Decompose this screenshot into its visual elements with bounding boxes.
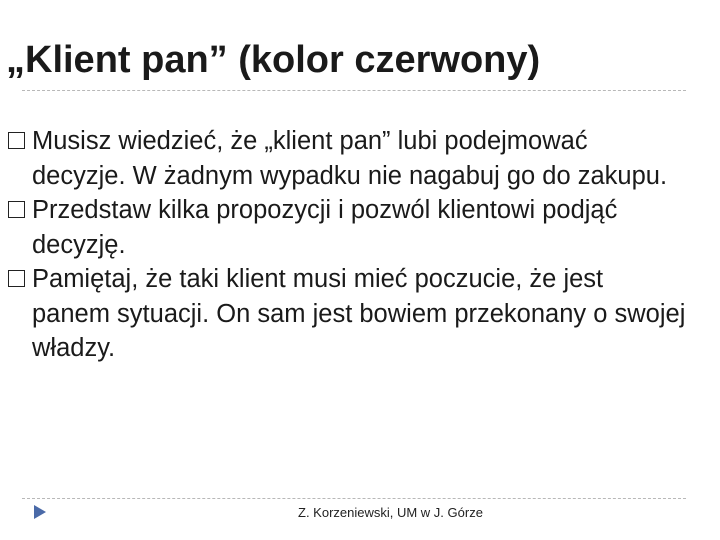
footer-divider (22, 498, 686, 499)
square-bullet-icon (8, 201, 25, 218)
bullet-text: Przedstaw kilka propozycji i pozwól klientowi podjąć decyzję. (32, 196, 618, 259)
bullet-item (8, 193, 688, 262)
bullet-text: Pamiętaj, że taki klient musi mieć poczucie, że jest panem sytuacji. On sam jest bowiem przekonany o swojej władzy. (32, 265, 686, 362)
bullet-item (8, 262, 688, 366)
bullet-list (8, 124, 688, 366)
slide-title: „Klient pan” (kolor czerwony) (6, 39, 541, 81)
square-bullet-icon (8, 270, 25, 287)
square-bullet-icon (8, 132, 25, 149)
triangle-arrow-icon (34, 505, 46, 519)
bullet-item (8, 124, 688, 193)
footer-author: Z. Korzeniewski, UM w J. Górze (298, 505, 483, 520)
bullet-text: Musisz wiedzieć, że „klient pan” lubi podejmować decyzje. W żadnym wypadku nie nagabuj go do zakupu. (32, 127, 668, 190)
title-divider (22, 90, 686, 91)
